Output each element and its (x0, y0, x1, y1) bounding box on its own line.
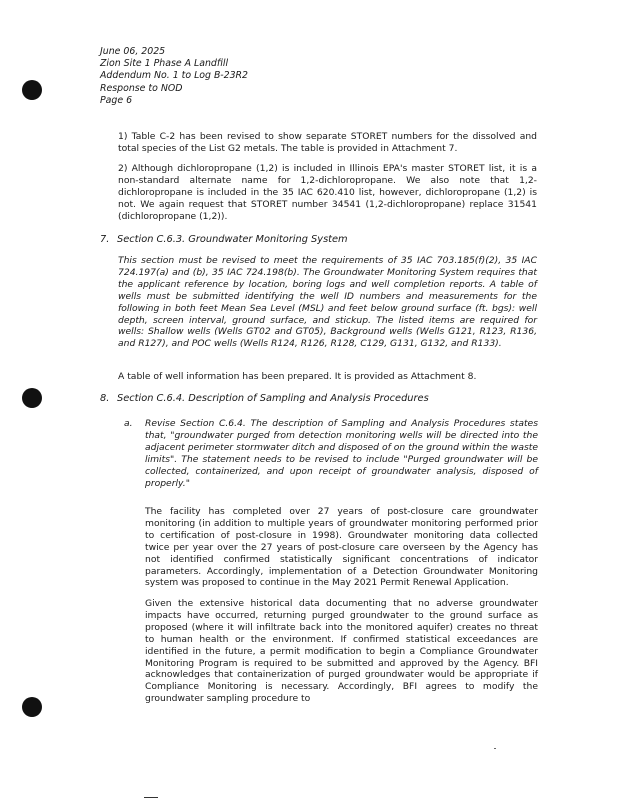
header-site: Zion Site 1 Phase A Landfill (100, 58, 229, 70)
item-a-response-paragraph-2: Given the extensive historical data documenting that no adverse groundwater impacts have occurred, returning purged groundwater to the ground surface as proposed (where it will infiltrate back into the monitored aquifer) creates no threat to human health or the environment. If confirmed statistical exceedances are identified in the future, a permit modification to begin a Compliance Groundwater Monitoring Program is required to be submitted and approved by the Agency. BFI acknowledges that containerization of purged groundwater would be appropriate if Compliance Monitoring is necessary. Accordingly, BFI agrees to modify the groundwater sampling procedure to (145, 598, 538, 705)
section-7-title: Section C.6.3. Groundwater Monitoring System (117, 234, 348, 245)
binder-hole-middle (22, 388, 42, 408)
section-8-title: Section C.6.4. Description of Sampling and Analysis Procedures (117, 393, 429, 404)
letter-header (100, 46, 248, 107)
section-7-number: 7. (100, 234, 110, 245)
item-a-response-paragraph-1: The facility has completed over 27 years of post-closure care groundwater monitoring (in addition to multiple years of groundwater monitoring performed prior to certification of post-closure in 1998). Groundwater monitoring data collected twice per year over the 27 years of post-closure care overseen by the Agency has not identified confirmed statistically significant concentrations of indicator parameters. Accordingly, implementation of a Detection Groundwater Monitoring system was proposed to continue in the May 2021 Permit Renewal Application. (145, 506, 538, 589)
header-response: Response to NOD (100, 82, 183, 94)
item-a-requirement: Revise Section C.6.4. The description of Sampling and Analysis Procedures states that, "groundwater purged from detection monitoring wells will be directed into the adjacent perimeter stormwater ditch and disposed of on the ground within the waste limits". The statement needs to be revised to include "Purged groundwater will be collected, containerized, and upon receipt of groundwater analysis, disposed of properly." (145, 418, 538, 489)
section-7-heading (100, 234, 348, 245)
section-7-requirement: This section must be revised to meet the requirements of 35 IAC 703.185(f)(2), 35 IAC 724.197(a) and (b), 35 IAC 724.198(b). The Groundwater Monitoring System requires that the applicant reference by location, boring logs and well completion reports. A table of wells must be submitted identifying the well ID numbers and measurements for the following in both feet Mean Sea Level (MSL) and feet below ground surface (ft. bgs): well depth, screen interval, ground surface, and stickup. The listed items are required for wells: Shallow wells (Wells GT02 and GT05), Background wells (Wells G121, R123, R136, and R127), and POC wells (Wells R124, R126, R128, C129, G131, G132, and R133). (118, 255, 537, 350)
section-8-heading (100, 393, 429, 404)
header-page-number: Page 6 (100, 94, 133, 106)
scan-speck (494, 748, 496, 749)
section-7-response: A table of well information has been prepared. It is provided as Attachment 8. (118, 371, 477, 382)
section-8-number: 8. (100, 393, 110, 404)
scan-mark (144, 797, 158, 798)
item-a-label: a. (124, 418, 133, 429)
response-item-1: 1) Table C-2 has been revised to show separate STORET numbers for the dissolved and total species of the List G2 metals. The table is provided in Attachment 7. (118, 131, 537, 154)
response-item-2: 2) Although dichloropropane (1,2) is included in Illinois EPA's master STORET list, it is a non-standard alternate name for 1,2-dichloropropane. We also note that 1,2-dichloropropane is included in the 35 IAC 620.410 list, however, dichloropropane (1,2) is not. We again request that STORET number 34541 (1,2-dichloropropane) replace 31541 (dichloropropane (1,2)). (118, 163, 537, 222)
binder-hole-top (22, 80, 42, 100)
binder-hole-bottom (22, 697, 42, 717)
header-date: June 06, 2025 (100, 46, 166, 57)
header-addendum: Addendum No. 1 to Log B-23R2 (100, 70, 249, 82)
